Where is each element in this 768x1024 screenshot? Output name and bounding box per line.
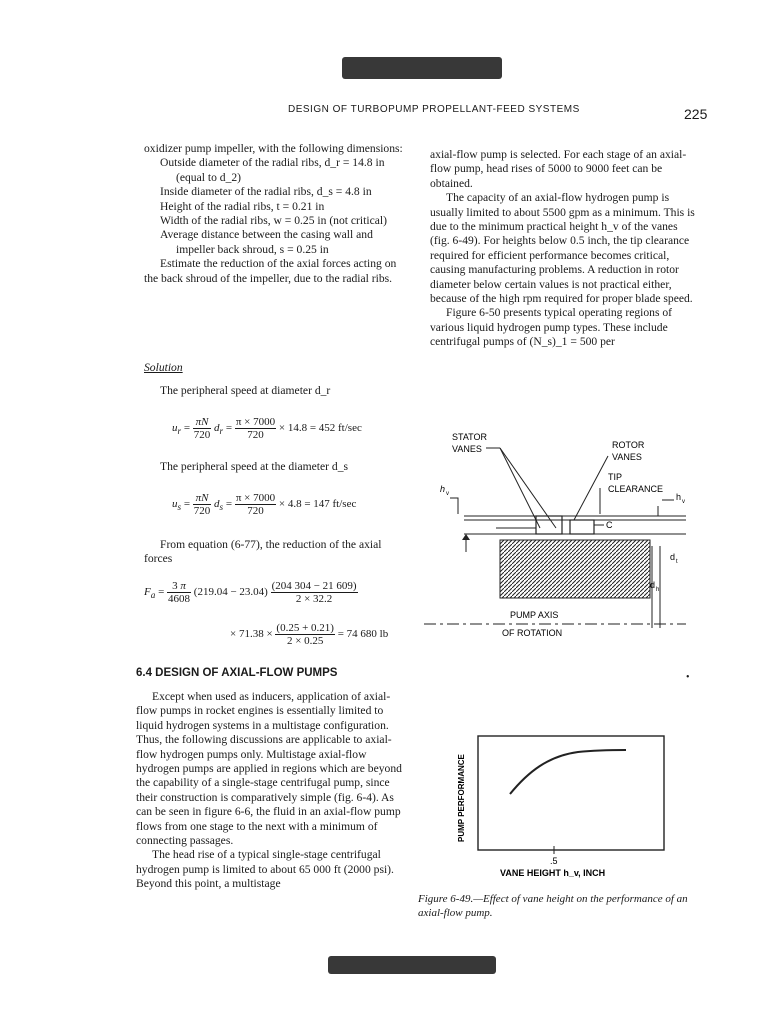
performance-chart [448, 730, 688, 880]
section-para-1: Except when used as inducers, application of axial-flow pumps in rocket engines is essentially limited to liquid hydrogen systems in a multistage configuration. Thus, the following discussions are applicable to axial-flow hydrogen pumps only. Multistage axial-flow hydrogen pumps are applied in regions which are beyond the capability of a single-stage centrifugal pump, since their construction is comparatively simple (fig. 6-4). As can be seen in figure 6-6, the fluid in an axial-flow pump flows from one stage to the next with a minimum of connecting passages. [136, 690, 402, 848]
pump-axis-label: PUMP AXIS [510, 610, 559, 620]
clearance-label: CLEARANCE [608, 484, 664, 494]
tip-label: TIP [608, 472, 623, 482]
left-column [144, 142, 410, 286]
vane-schematic [424, 428, 694, 648]
section-para-2: The head rise of a typical single-stage centrifugal hydrogen pump is limited to about 65 000 ft (2000 psi). Beyond this point, a multistage [136, 848, 394, 891]
svg-text:h: h [656, 587, 660, 593]
svg-text:C: C [606, 520, 613, 530]
svg-text:d: d [670, 552, 676, 562]
rotation-label: OF ROTATION [502, 628, 563, 638]
dim-item-1: Outside diameter of the radial ribs, d_r = 14.8 in (equal to d_2) [160, 156, 385, 184]
solution-p3: From equation (6-77), the reduction of the axial forces [144, 538, 382, 566]
figure-caption: Figure 6-49.—Effect of vane height on the performance of an axial-flow pump. [418, 893, 688, 919]
solution-p1: The peripheral speed at diameter d_r [160, 384, 331, 397]
intro-text: oxidizer pump impeller, with the following dimensions: [144, 142, 403, 155]
svg-text:h: h [676, 492, 682, 502]
svg-text:d: d [650, 580, 656, 590]
right-column [430, 148, 696, 350]
dim-item-4: Width of the radial ribs, w = 0.25 in (not critical) [160, 214, 387, 228]
x-tick-label: .5 [550, 856, 558, 866]
svg-text:t: t [676, 559, 678, 565]
section-heading: 6.4 DESIGN OF AXIAL-FLOW PUMPS [136, 667, 338, 679]
solution-heading: Solution [144, 361, 183, 374]
solution-p2: The peripheral speed at the diameter d_s [160, 460, 348, 473]
equation-us: $u_s$ = $\frac{\pi N}{720}$ $d_s$ = $\frac{\pi \times 7000}{720}$ × 4.8 = 147 ft/sec [172, 492, 357, 517]
dim-item-3: Height of the radial ribs, t = 0.21 in [160, 199, 325, 213]
rotor-label: ROTOR [612, 440, 645, 450]
stator-label: STATOR [452, 432, 488, 442]
svg-text:h: h [440, 484, 446, 494]
classification-stamp-bottom [328, 956, 496, 974]
task-text: Estimate the reduction of the axial forces acting on the back shroud of the impeller, due to the radial ribs. [144, 257, 397, 285]
equation-fa-line2: × 71.38 × $\frac{(0.25 + 0.21)}{2 \times 0.25}$ = 74 680 lb [230, 622, 389, 647]
right-para-1: axial-flow pump is selected. For each stage of an axial-flow pump, head rises of 5000 to 9000 feet can be obtained. [430, 148, 687, 190]
y-axis-label: PUMP PERFORMANCE [457, 754, 466, 842]
right-para-3: Figure 6-50 presents typical operating regions of various liquid hydrogen pump types. These include centrifugal pumps of (N_s)_1 = 500 per [430, 306, 673, 349]
running-header: DESIGN OF TURBOPUMP PROPELLANT-FEED SYSTEMS [288, 104, 580, 115]
section-body [136, 690, 402, 892]
stator-label-2: VANES [452, 444, 482, 454]
dim-item-2: Inside diameter of the radial ribs, d_s = 4.8 in [160, 185, 372, 199]
right-para-2: The capacity of an axial-flow hydrogen pump is usually limited to about 5500 gpm as a minimum. This is due to the minimum practical height h_v of the vanes (fig. 6-49). For heights below 0.5 inch, the tip clearance required for efficient performance becomes critical, causing manufacturing problems. A reduction in rotor diameter below certain values is not practical either, because of the high rpm required for proper blade speed. [430, 191, 695, 306]
rotor-label-2: VANES [612, 452, 642, 462]
bullet-mark: • [686, 672, 690, 683]
x-axis-label: VANE HEIGHT h_v, INCH [500, 868, 606, 878]
classification-stamp-top [342, 57, 502, 79]
equation-ur: $u_r$ = $\frac{\pi N}{720}$ $d_r$ = $\frac{\pi \times 7000}{720}$ × 14.8 = 452 ft/sec [172, 416, 362, 441]
equation-fa: $F_a$ = $\frac{3 \pi}{4608}$ (219.04 − 23.04) $\frac{(204 304 - 21 609)}{2 \times 32.2}$ [144, 580, 357, 605]
performance-curve [510, 750, 626, 794]
svg-text:v: v [682, 499, 685, 505]
page-number: 225 [684, 106, 708, 122]
svg-text:v: v [446, 491, 449, 497]
dim-item-5: Average distance between the casing wall and impeller back shroud, s = 0.25 in [160, 228, 373, 256]
